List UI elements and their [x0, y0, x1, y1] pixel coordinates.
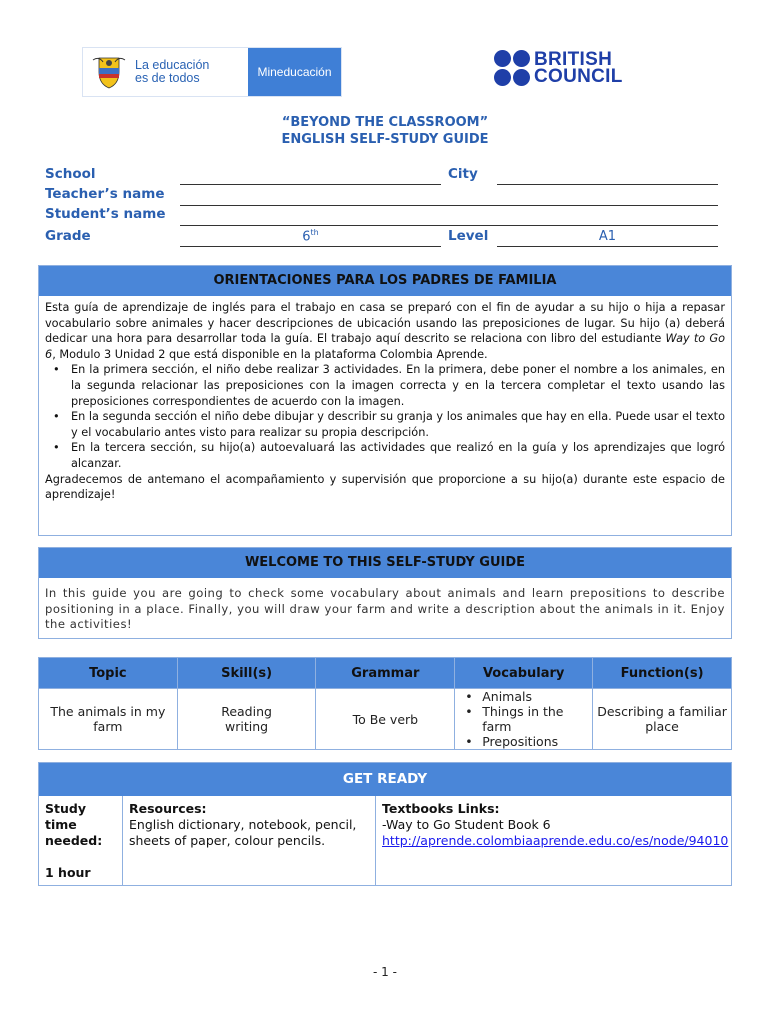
gov-slogan: [135, 59, 209, 85]
school-field[interactable]: [180, 184, 441, 185]
list-item: • Animals: [463, 689, 592, 704]
list-item: • Things in the farm: [463, 704, 592, 734]
skills-cell: [177, 689, 316, 750]
grade-field[interactable]: [180, 246, 441, 247]
topic-cell: The animals in my farm: [39, 689, 178, 750]
study-time-value: 1 hour: [45, 865, 91, 880]
textbooks-label: Textbooks Links:: [382, 801, 500, 816]
parents-sections-list: [45, 362, 725, 471]
skill-item: writing: [225, 719, 269, 734]
grade-suffix: th: [310, 228, 319, 237]
resources-text: English dictionary, notebook, pencil, sheets of paper, colour pencils.: [129, 817, 357, 848]
level-value: A1: [598, 229, 617, 244]
welcome-heading: WELCOME TO THIS SELF-STUDY GUIDE: [39, 548, 731, 578]
british-council-logo: [494, 50, 623, 86]
guide-title-line1: “BEYOND THE CLASSROOM”: [281, 115, 489, 130]
level-label: Level: [448, 228, 489, 244]
british-council-dots-icon: [494, 50, 530, 86]
textbooks-column: [376, 796, 732, 885]
bc-line1: BRITISH: [534, 49, 613, 70]
student-name-label: Student’s name: [45, 206, 166, 222]
welcome-section: [38, 547, 732, 639]
parents-guidance-heading: ORIENTACIONES PARA LOS PADRES DE FAMILIA: [39, 266, 731, 296]
grade-label: Grade: [45, 228, 91, 244]
school-label: School: [45, 166, 96, 182]
city-label: City: [448, 166, 478, 182]
table-header: Function(s): [593, 658, 732, 689]
teacher-name-field[interactable]: [180, 205, 718, 206]
grammar-cell: To Be verb: [316, 689, 455, 750]
colombia-coat-of-arms-icon: [91, 54, 127, 90]
student-name-field[interactable]: [180, 225, 718, 226]
topic-table: [38, 657, 732, 750]
mineducacion-logo: [82, 47, 342, 97]
parents-intro-text: Esta guía de aprendizaje de inglés para el trabajo en casa se preparó con el fin de ayudar a su hijo o hija a repasar vocabulario sobre animales y hacer descripciones de ubicación usando las preposiciones de lugar. Su hijo (a) deberá dedicar una hora para desarrollar toda la guía. El trabajo aquí descrito se relaciona con libro del estudiante: [45, 301, 725, 346]
guide-title-line2: ENGLISH SELF-STUDY GUIDE: [281, 132, 489, 147]
level-field[interactable]: [497, 246, 718, 247]
resources-label: Resources:: [129, 801, 207, 816]
table-header: Topic: [39, 658, 178, 689]
list-item: • Prepositions: [463, 734, 592, 749]
gov-slogan-line2: es de todos: [135, 71, 200, 85]
function-cell: Describing a familiar place: [593, 689, 732, 750]
study-time-label: Study: [45, 801, 86, 816]
parents-guidance-body: [39, 296, 731, 509]
parents-intro: [45, 300, 725, 362]
textbook-link[interactable]: http://aprende.colombiaaprende.edu.co/es/node/94010: [382, 833, 729, 848]
parents-guidance-section: [38, 265, 732, 536]
grade-number: 6: [302, 229, 311, 245]
bc-line2: COUNCIL: [534, 66, 623, 87]
textbooks-text: -Way to Go Student Book 6: [382, 817, 551, 832]
parents-closing: Agradecemos de antemano el acompañamiento y supervisión que proporcione a su hijo(a) durante este espacio de aprendizaje!: [45, 472, 725, 502]
gov-ministry-label: Mineducación: [248, 48, 341, 96]
list-item: • En la segunda sección el niño debe dibujar y describir su granja y los animales que hay en ella. Puede usar el texto y el vocabulario antes visto para realizar su propia descripción.: [45, 409, 725, 440]
table-header: Vocabulary: [455, 658, 593, 689]
list-item: • En la primera sección, el niño debe realizar 3 actividades. En la primera, debe poner el nombre a los animales, en la segunda relacionar las preposiciones con la imagen correcta y en la tercera completar el texto usando las preposiciones correspondientes de acuerdo con la imagen.: [45, 362, 725, 409]
get-ready-section: [38, 762, 732, 886]
get-ready-heading: GET READY: [39, 763, 731, 796]
teacher-name-label: Teacher’s name: [45, 186, 165, 202]
vocabulary-cell: [455, 689, 593, 750]
parents-intro-book: Way to Go 6: [45, 332, 725, 361]
table-header: Grammar: [316, 658, 455, 689]
table-header: Skill(s): [177, 658, 316, 689]
list-item: • En la tercera sección, su hijo(a) autoevaluará las actividades que realizó en la guía y los aprendizajes que logró alcanzar.: [45, 440, 725, 471]
resources-column: [123, 796, 375, 885]
table-header-row: [39, 658, 732, 689]
parents-intro-text-end: , Modulo 3 Unidad 2 que está disponible en la plataforma Colombia Aprende.: [52, 347, 488, 361]
study-time-label: needed:: [45, 833, 103, 848]
welcome-body: In this guide you are going to check some vocabulary about animals and learn prepositions to describe positioning in a place. Finally, you will draw your farm and write a description about the animals in it. Enjoy the activities!: [45, 586, 725, 632]
study-time-column: [39, 796, 122, 885]
city-field[interactable]: [497, 184, 718, 185]
table-row: [39, 689, 732, 750]
study-time-label: time: [45, 817, 77, 832]
gov-slogan-line1: La educación: [135, 58, 210, 72]
british-council-wordmark: [534, 51, 623, 85]
grade-value: [180, 228, 441, 244]
skill-item: Reading: [221, 704, 272, 719]
gov-logo-left: [83, 48, 248, 96]
page-number: - 1 -: [373, 965, 397, 979]
